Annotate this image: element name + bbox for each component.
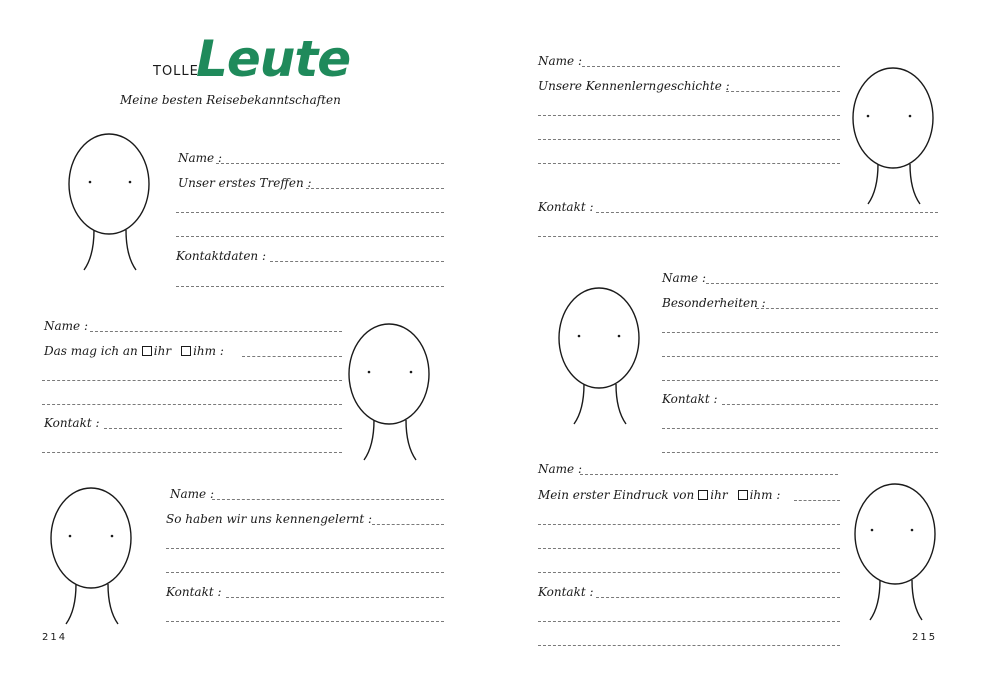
contact-line[interactable] [662,452,938,453]
question-prefix: Mein erster Eindruck von [538,488,695,502]
contact-line[interactable] [596,212,938,213]
contact-line[interactable] [166,621,444,622]
option-ihm: ihm : [749,488,781,502]
option-ihr: ihr [153,344,172,358]
name-label: Name : [170,487,214,501]
answer-line[interactable] [42,404,342,405]
name-label: Name : [538,462,582,476]
left-page [0,0,492,697]
contact-line[interactable] [538,236,938,237]
contact-label: Kontakt : [538,585,594,599]
page-number: 214 [42,632,68,643]
contact-label: Kontaktdaten : [176,249,267,263]
answer-line[interactable] [166,572,444,573]
page-number: 215 [912,632,938,643]
answer-line[interactable] [662,356,938,357]
face-outline-icon [850,482,942,622]
answer-line[interactable] [306,188,444,189]
face-outline-icon [344,322,436,462]
name-line[interactable] [90,331,342,332]
answer-line[interactable] [538,139,840,140]
question-label: Unsere Kennenlerngeschichte : [538,79,730,93]
option-ihr: ihr [710,488,728,502]
header-title: Leute [196,30,351,88]
question-label [44,344,224,358]
name-line[interactable] [216,163,444,164]
contact-line[interactable] [596,597,840,598]
contact-line[interactable] [104,428,342,429]
name-line[interactable] [706,283,938,284]
question-label: Unser erstes Treffen : [178,176,312,190]
answer-line[interactable] [42,380,342,381]
name-label: Name : [44,319,88,333]
name-line[interactable] [582,66,840,67]
answer-line[interactable] [372,524,444,525]
answer-line[interactable] [176,236,444,237]
answer-line[interactable] [538,115,840,116]
contact-line[interactable] [538,621,840,622]
contact-line[interactable] [662,428,938,429]
face-outline-icon [848,66,940,206]
answer-line[interactable] [726,91,840,92]
checkbox-icon[interactable] [142,346,152,356]
contact-line[interactable] [226,597,444,598]
contact-line[interactable] [538,645,840,646]
option-ihm: ihm : [193,344,224,358]
contact-line[interactable] [176,286,444,287]
question-prefix: Das mag ich an [44,344,138,358]
face-outline-icon [554,286,646,426]
checkbox-icon[interactable] [738,490,748,500]
question-label: So haben wir uns kennengelernt : [166,512,373,526]
answer-line[interactable] [538,163,840,164]
answer-line[interactable] [176,212,444,213]
right-page [492,0,985,697]
contact-label: Kontakt : [44,416,100,430]
contact-label: Kontakt : [662,392,718,406]
contact-line[interactable] [270,261,444,262]
checkbox-icon[interactable] [698,490,708,500]
checkbox-icon[interactable] [181,346,191,356]
name-label: Name : [178,151,222,165]
answer-line[interactable] [166,548,444,549]
answer-line[interactable] [538,548,840,549]
answer-line[interactable] [662,380,938,381]
answer-line[interactable] [794,500,840,501]
header-small-text: TOLLE [153,64,199,79]
name-label: Name : [538,54,582,68]
contact-line[interactable] [722,404,938,405]
answer-line[interactable] [538,524,840,525]
face-outline-icon [64,132,156,272]
answer-line[interactable] [756,308,938,309]
contact-label: Kontakt : [538,200,594,214]
answer-line[interactable] [538,572,840,573]
answer-line[interactable] [242,356,342,357]
answer-line[interactable] [662,332,938,333]
name-line[interactable] [580,474,838,475]
face-outline-icon [46,486,138,626]
contact-label: Kontakt : [166,585,222,599]
name-line[interactable] [212,499,444,500]
header-subtitle: Meine besten Reisebekanntschaften [120,93,341,107]
name-label: Name : [662,271,706,285]
question-label [538,488,780,502]
question-label: Besonderheiten : [662,296,766,310]
contact-line[interactable] [42,452,342,453]
